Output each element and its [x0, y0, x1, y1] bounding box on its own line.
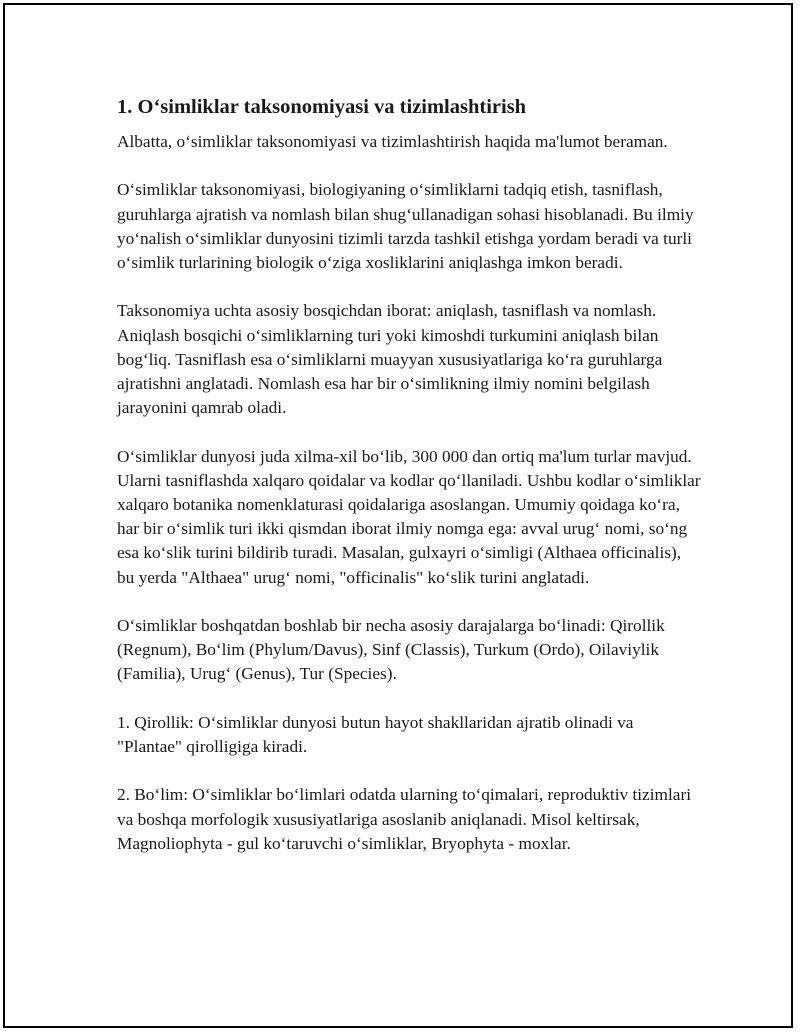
document-title: 1. O‘simliklar taksonomiyasi va tizimlashtirish — [117, 96, 527, 118]
paragraph-stages: Taksonomiya uchta asosiy bosqichdan iborat: aniqlash, tasniflash va nomlash. Aniqlash bosqichi o‘simliklarning turi yoki kimoshdi turkumini aniqlash bilan bog‘liq. Tasniflash esa o‘simliklarni muayyan xususiyatlariga ko‘ra guruhlarga ajratishni anglatadi. Nomlash esa har bir o‘simlikning ilmiy nomini belgilash jarayonini qamrab oladi. — [117, 301, 663, 418]
paragraph-intro: Albatta, o‘simliklar taksonomiyasi va tizimlashtirish haqida ma'lumot beraman. — [117, 132, 668, 151]
paragraph-division: 2. Bo‘lim: O‘simliklar bo‘limlari odatda ularning to‘qimalari, reproduktiv tizimlari va boshqa morfologik xususiyatlariga asoslanib aniqlanadi. Misol keltirsak, Magnoliophyta - gul ko‘taruvchi o‘simliklar, Bryophyta - moxlar. — [117, 785, 691, 853]
document-body — [117, 94, 702, 880]
paragraph-diversity: O‘simliklar dunyosi juda xilma-xil bo‘lib, 300 000 dan ortiq ma'lum turlar mavjud. Ularni tasniflashda xalqaro qoidalar va kodlar qo‘llaniladi. Ushbu kodlar o‘simliklar xalqaro botanika nomenklaturasi qoidalariga asoslangan. Umumiy qoidaga ko‘ra, har bir o‘simlik turi ikki qismdan iborat ilmiy nomga ega: avval urug‘ nomi, so‘ng esa ko‘slik turini bildirib turadi. Masalan, gulxayri o‘simligi (Althaea officinalis), bu yerda "Althaea" urug‘ nomi, "officinalis" ko‘slik turini anglatadi. — [117, 446, 701, 587]
paragraph-ranks: O‘simliklar boshqatdan boshlab bir necha asosiy darajalarga bo‘linadi: Qirollik (Regnum), Bo‘lim (Phylum/Davus), Sinf (Classis), Turkum (Ordo), Oilaviylik (Familia), Urug‘ (Genus), Tur (Species). — [117, 616, 665, 684]
paragraph-kingdom: 1. Qirollik: O‘simliklar dunyosi butun hayot shakllaridan ajratib olinadi va "Plantae" qirolligiga kiradi. — [117, 712, 634, 756]
paragraph-definition: O‘simliklar taksonomiyasi, biologiyaning o‘simliklarni tadqiq etish, tasniflash, guruhlarga ajratish va nomlash bilan shug‘ullanadigan sohasi hisoblanadi. Bu ilmiy yo‘nalish o‘simliklar dunyosini tizimli tarzda tashkil etishga yordam beradi va turli o‘simlik turlarining biologik o‘ziga xosliklarini aniqlashga imkon beradi. — [117, 180, 694, 272]
